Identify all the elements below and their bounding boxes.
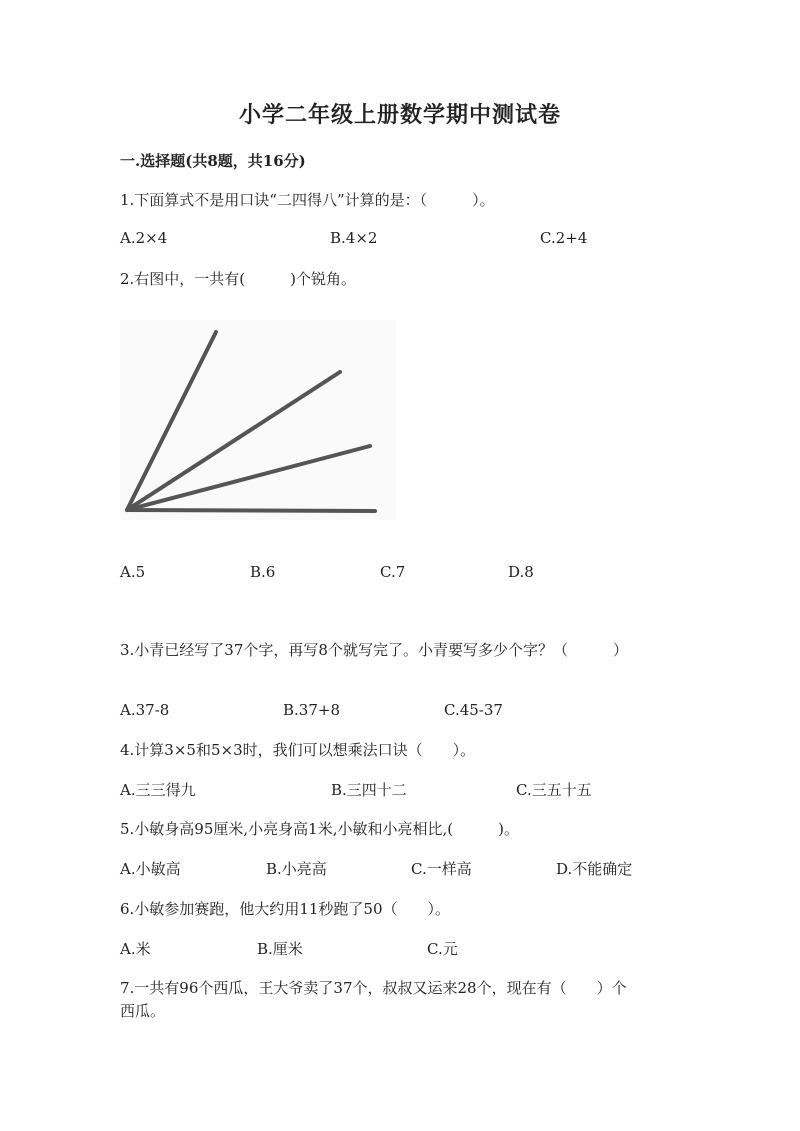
q1-option-c: C.2+4	[540, 229, 588, 247]
q6-option-a: A.米	[120, 940, 151, 958]
question-6: 6.小敏参加赛跑，他大约用11秒跑了50（ ）。	[120, 900, 450, 918]
section-heading: 一.选择题(共8题，共16分)	[120, 152, 306, 170]
q2-option-b: B.6	[250, 563, 276, 581]
question-7-line-2: 西瓜。	[120, 1002, 166, 1020]
q5-option-d: D.不能确定	[556, 860, 633, 878]
question-5: 5.小敏身高95厘米,小亮身高1米,小敏和小亮相比,( )。	[120, 820, 519, 838]
question-3: 3.小青已经写了37个字，再写8个就写完了。小青要写多少个字？（ ）	[120, 641, 628, 659]
q1-option-a: A.2×4	[120, 229, 168, 247]
q4-option-b: B.三四十二	[331, 781, 407, 799]
question-1: 1.下面算式不是用口诀“二四得八”计算的是：（ ）。	[120, 191, 495, 209]
question-2: 2.右图中，一共有( )个锐角。	[120, 270, 357, 288]
q6-option-b: B.厘米	[257, 940, 303, 958]
q5-option-a: A.小敏高	[120, 860, 181, 878]
ray-4	[127, 510, 375, 511]
angle-figure	[120, 320, 396, 520]
q1-option-b: B.4×2	[330, 229, 378, 247]
q2-option-a: A.5	[120, 563, 146, 581]
q5-option-b: B.小亮高	[266, 860, 327, 878]
q3-option-a: A.37-8	[120, 701, 170, 719]
q3-option-c: C.45-37	[444, 701, 503, 719]
q3-option-b: B.37+8	[283, 701, 340, 719]
q4-option-a: A.三三得九	[120, 781, 196, 799]
q2-option-d: D.8	[508, 563, 534, 581]
q4-option-c: C.三五十五	[516, 781, 592, 799]
question-4: 4.计算3×5和5×3时，我们可以想乘法口诀（ ）。	[120, 741, 476, 759]
q2-option-c: C.7	[380, 563, 406, 581]
question-7-line-1: 7.一共有96个西瓜，王大爷卖了37个，叔叔又运来28个，现在有（ ）个	[120, 979, 627, 997]
page-title: 小学二年级上册数学期中测试卷	[238, 102, 561, 128]
q6-option-c: C.元	[427, 940, 458, 958]
q5-option-c: C.一样高	[411, 860, 472, 878]
